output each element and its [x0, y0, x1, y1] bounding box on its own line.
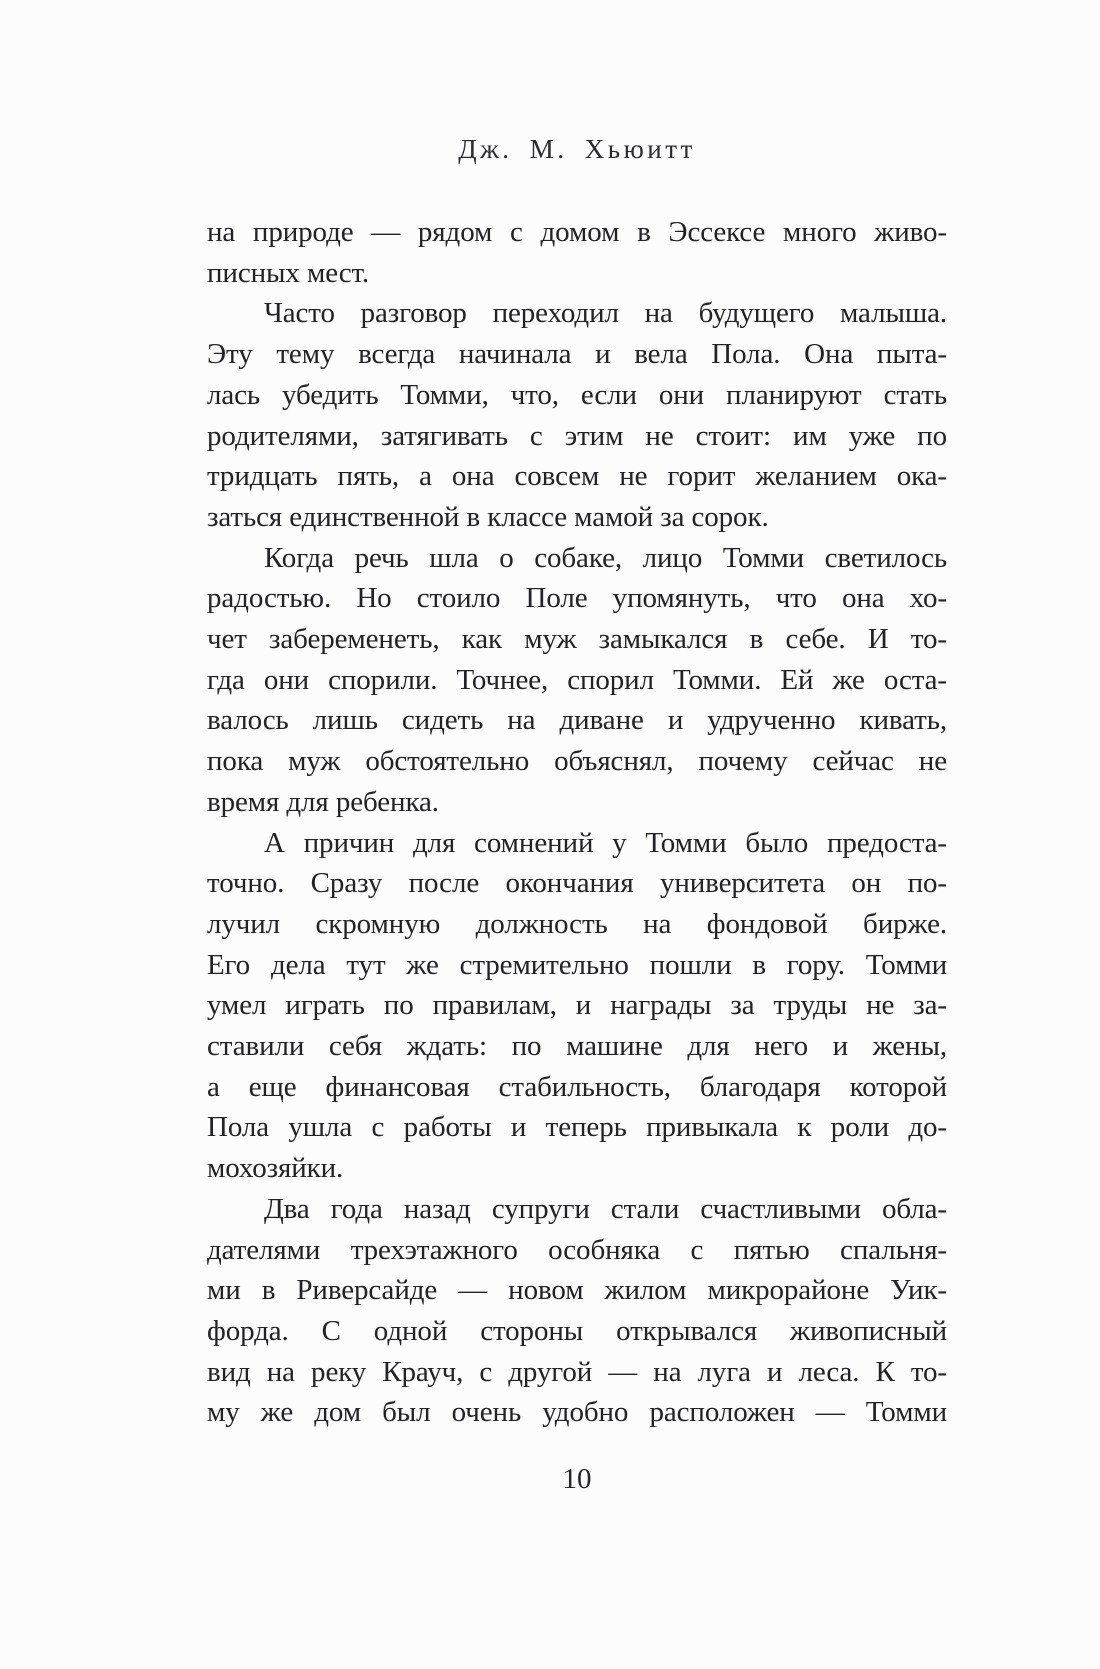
text-line: время для ребенка. — [207, 785, 439, 818]
text-line: му же дом был очень удобно расположен — Томми — [207, 1396, 947, 1429]
text-line: ми в Риверсайде — новом жилом микрорайоне Уик- — [207, 1274, 947, 1307]
text-line: чет забеременеть, как муж замыкался в себе. И то- — [207, 623, 947, 656]
text-line: лучил скромную должность на фондовой бирже. — [207, 907, 947, 940]
text-line: Пола ушла с работы и теперь привыкала к роли до- — [207, 1111, 947, 1144]
paragraph — [207, 212, 947, 293]
text-line: тридцать пять, а она совсем не горит желанием ока- — [207, 460, 947, 493]
text-line: ставили себя ждать: по машине для него и жены, — [207, 1030, 947, 1063]
text-line: Когда речь шла о собаке, лицо Томми светилось — [264, 541, 947, 574]
text-line: лась убедить Томми, что, если они планируют стать — [207, 378, 947, 411]
text-line: родителями, затягивать с этим не стоит: им уже по — [207, 419, 947, 452]
text-line: радостью. Но стоило Поле упомянуть, что она хо- — [207, 582, 947, 615]
page-text — [207, 212, 947, 1433]
text-line: дателями трехэтажного особняка с пятью спальня- — [207, 1233, 947, 1266]
paragraph — [207, 823, 947, 1189]
text-line: а еще финансовая стабильность, благодаря которой — [207, 1070, 947, 1103]
running-header: Дж. М. Хьюитт — [458, 134, 696, 164]
text-line: гда они спорили. Точнее, спорил Томми. Ей же оста- — [207, 663, 947, 696]
text-line: Его дела тут же стремительно пошли в гору. Томми — [207, 948, 947, 981]
text-line: заться единственной в классе мамой за сорок. — [207, 500, 769, 533]
text-line: точно. Сразу после окончания университета он по- — [207, 867, 947, 900]
text-line: мохозяйки. — [207, 1152, 344, 1185]
text-line: А причин для сомнений у Томми было предоста- — [264, 826, 947, 859]
text-line: валось лишь сидеть на диване и удрученно кивать, — [207, 704, 947, 737]
text-line: вид на реку Крауч, с другой — на луга и леса. К то- — [207, 1355, 947, 1388]
text-line: форда. С одной стороны открывался живописный — [207, 1314, 947, 1347]
text-line: Два года назад супруги стали счастливыми обла- — [264, 1192, 947, 1225]
text-line: писных мест. — [207, 256, 370, 289]
text-line: умел играть по правилам, и награды за труды не за- — [207, 989, 947, 1022]
paragraph — [207, 538, 947, 823]
paragraph — [207, 1189, 947, 1433]
text-line: пока муж обстоятельно объяснял, почему сейчас не — [207, 745, 947, 778]
text-line: на природе — рядом с домом в Эссексе много живо- — [207, 216, 947, 248]
page-number: 10 — [562, 1463, 592, 1495]
paragraph — [207, 293, 947, 537]
text-line: Эту тему всегда начинала и вела Пола. Она пыта- — [207, 338, 947, 371]
text-line: Часто разговор переходил на будущего малыша. — [264, 297, 947, 330]
